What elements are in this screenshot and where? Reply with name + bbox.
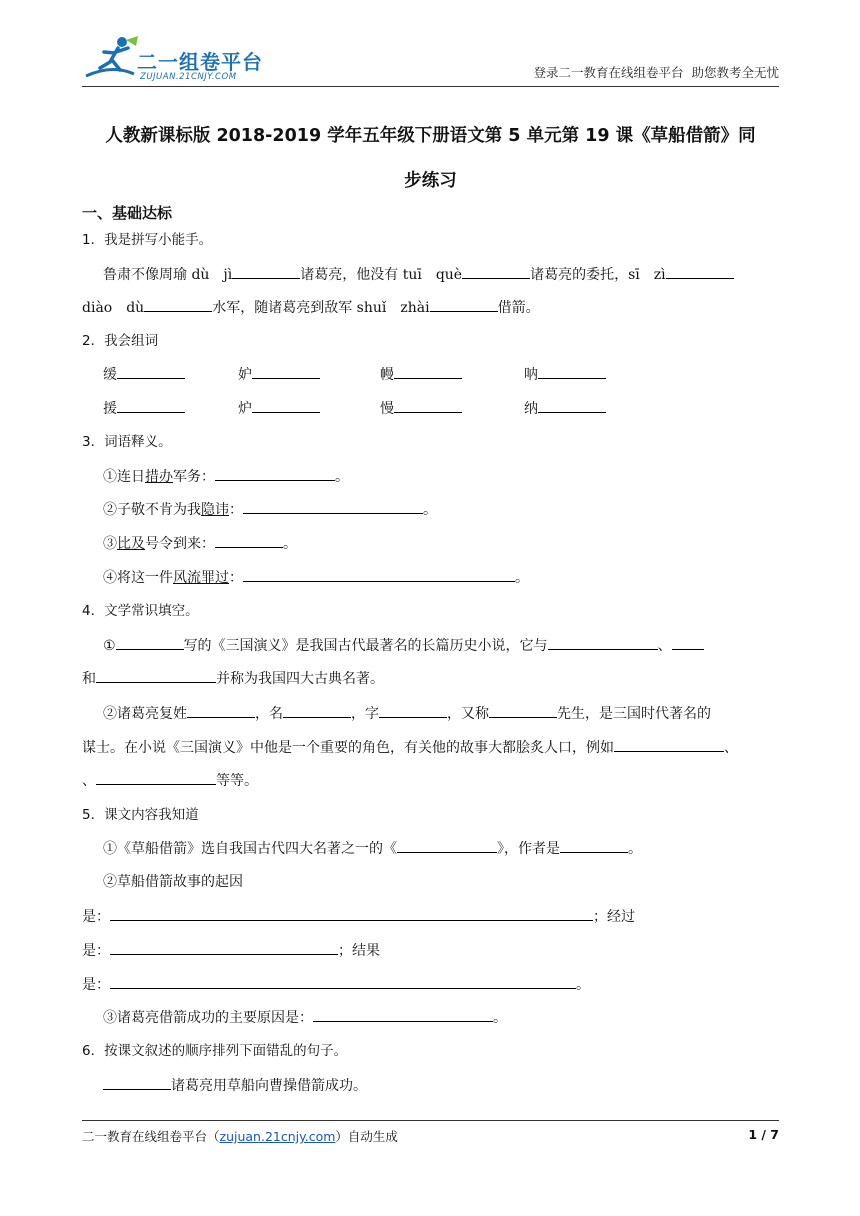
answer-blank[interactable]: [117, 398, 185, 413]
answer-blank[interactable]: [96, 668, 216, 683]
answer-blank[interactable]: [394, 398, 462, 413]
answer-blank[interactable]: [110, 974, 576, 989]
logo-text: 二一组卷平台: [137, 50, 263, 74]
answer-blank[interactable]: [313, 1007, 493, 1022]
question-4-line5: 、 等等。: [82, 770, 779, 791]
answer-blank[interactable]: [117, 364, 185, 379]
answer-blank[interactable]: [116, 635, 184, 650]
answer-blank[interactable]: [379, 703, 447, 718]
answer-blank[interactable]: [538, 364, 606, 379]
answer-blank[interactable]: [548, 635, 658, 650]
question-1-line1: [103, 264, 800, 285]
question-4-label: 4．文学常识填空。: [82, 603, 199, 619]
footer-link[interactable]: zujuan.21cnjy.com: [219, 1129, 336, 1144]
answer-blank[interactable]: [672, 635, 704, 650]
question-6-label: 6．按课文叙述的顺序排列下面错乱的句子。: [82, 1043, 348, 1059]
answer-blank[interactable]: [252, 364, 320, 379]
question-4-line1: ① 写的《三国演义》是我国古代最著名的长篇历史小说，它与 、: [103, 635, 800, 656]
word-cell: 纳: [524, 398, 606, 419]
answer-blank[interactable]: [243, 499, 423, 514]
question-4-line3: ②诸葛亮复姓 ，名 ，字 ，又称 先生，是三国时代著名的: [103, 703, 800, 724]
question-3-label: 3．词语释义。: [82, 434, 172, 450]
section-heading: 一、基础达标: [82, 204, 173, 222]
logo[interactable]: [82, 34, 282, 84]
word-cell: 慢: [380, 398, 462, 419]
question-6-line1: 诸葛亮用草船向曹操借箭成功。: [103, 1075, 800, 1096]
answer-blank[interactable]: [614, 737, 724, 752]
word-cell: 援: [103, 398, 185, 419]
page-header: [82, 28, 779, 87]
word-cell: 呐: [524, 364, 606, 385]
word-cell: 缓: [103, 364, 185, 385]
question-3-item4: ④将这一件风流罪过： 。: [103, 567, 800, 588]
answer-blank[interactable]: [243, 567, 515, 582]
answer-blank[interactable]: [96, 770, 216, 785]
question-4-line2: 和 并称为我国四大古典名著。: [82, 668, 779, 689]
question-3-item2: ②子敬不肯为我隐讳： 。: [103, 499, 800, 520]
page-footer: [82, 1120, 779, 1147]
answer-blank[interactable]: [538, 398, 606, 413]
answer-blank[interactable]: [394, 364, 462, 379]
logo-subtext: ZUJUAN.21CNJY.COM: [140, 72, 237, 82]
question-5-line3: 是： ；经过: [82, 906, 779, 927]
q1-text: 诸葛亮的委托，sī zì: [530, 267, 666, 283]
answer-blank[interactable]: [283, 703, 351, 718]
runner-logo-icon: [82, 34, 142, 84]
word-cell: 炉: [238, 398, 320, 419]
header-slogan: 登录二一教育在线组卷平台 助您教考全无忧: [533, 65, 779, 80]
answer-blank[interactable]: [560, 838, 628, 853]
answer-blank[interactable]: [215, 533, 283, 548]
answer-blank[interactable]: [232, 264, 300, 279]
question-3-item1: ①连日措办军务： 。: [103, 466, 800, 487]
answer-blank[interactable]: [489, 703, 557, 718]
answer-blank[interactable]: [110, 906, 593, 921]
answer-blank[interactable]: [462, 264, 530, 279]
q1-text: 水军，随诸葛亮到敌军 shuǐ zhài: [212, 300, 430, 316]
page-title-line2: 步练习: [404, 171, 457, 191]
answer-blank[interactable]: [144, 297, 212, 312]
q1-text: 鲁肃不像周瑜 dù jì: [103, 267, 233, 283]
question-2-label: 2．我会组词: [82, 333, 159, 349]
page-title-line1: 人教新课标版 2018-2019 学年五年级下册语文第 5 单元第 19 课《草船借箭》同: [105, 126, 756, 146]
question-5-line6: ③诸葛亮借箭成功的主要原因是： 。: [103, 1007, 800, 1028]
answer-blank[interactable]: [252, 398, 320, 413]
question-1-line2: [82, 297, 779, 318]
answer-blank[interactable]: [110, 940, 338, 955]
q1-text: diào dù: [82, 300, 145, 316]
footer-credit: 二一教育在线组卷平台（zujuan.21cnjy.com）自动生成: [82, 1129, 398, 1144]
question-5-label: 5．课文内容我知道: [82, 807, 199, 823]
q1-text: 借箭。: [497, 300, 540, 316]
question-5-line5: 是： 。: [82, 974, 779, 995]
word-cell: 妒: [238, 364, 320, 385]
question-5-line4: 是： ；结果: [82, 940, 779, 961]
question-5-line1: ①《草船借箭》选自我国古代四大名著之一的《 》，作者是 。: [103, 838, 800, 859]
page-number: 1 / 7: [748, 1127, 779, 1142]
answer-blank[interactable]: [430, 297, 498, 312]
question-4-line4: 谋士。在小说《三国演义》中他是一个重要的角色，有关他的故事大都脍炙人口，例如 、: [82, 737, 779, 758]
answer-blank[interactable]: [215, 466, 335, 481]
answer-blank[interactable]: [666, 264, 734, 279]
answer-blank[interactable]: [187, 703, 255, 718]
q1-text: 诸葛亮，他没有 tuī què: [300, 267, 463, 283]
question-1-label: 1．我是拼写小能手。: [82, 232, 213, 248]
word-cell: 幔: [380, 364, 462, 385]
answer-blank[interactable]: [103, 1075, 171, 1090]
answer-blank[interactable]: [397, 838, 497, 853]
question-3-item3: ③比及号令到来： 。: [103, 533, 800, 554]
question-5-line2: ②草船借箭故事的起因: [103, 874, 243, 890]
